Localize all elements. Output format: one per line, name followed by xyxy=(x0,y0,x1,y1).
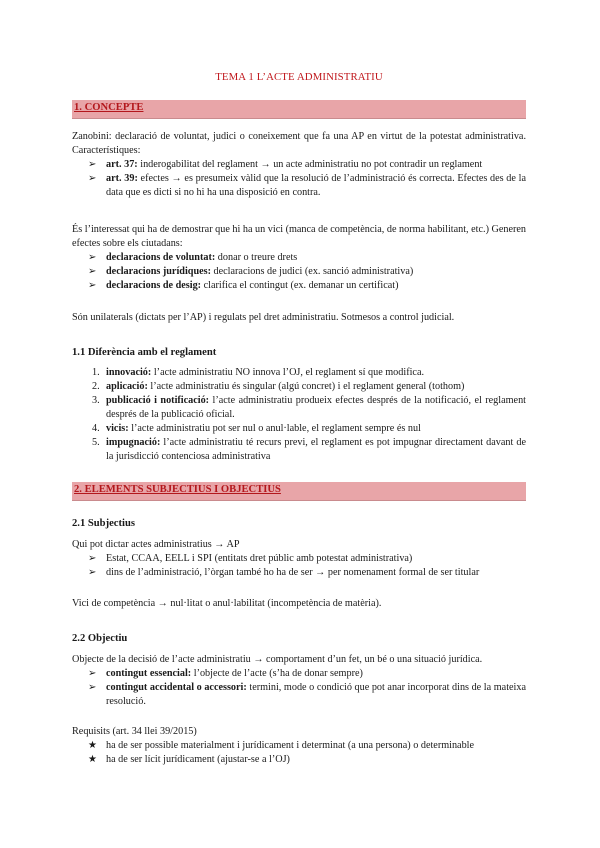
star-bullet-icon: ★ xyxy=(88,754,98,765)
list-item: 4. vicis: l’acte administratiu pot ser nul o anul·lable, el reglament sempre és nul xyxy=(92,423,421,434)
list-item: ★ ha de ser lícit jurídicament (ajustar-se a l’OJ) xyxy=(88,754,290,765)
arrow-bullet-icon: ➢ xyxy=(88,159,97,170)
objective-block xyxy=(72,653,526,709)
requirements-block xyxy=(72,725,526,767)
arrow-bullet-icon: ➢ xyxy=(88,266,97,277)
subjective-block xyxy=(72,538,526,580)
intro-paragraph: Zanobini: declaració de voluntat, judici o coneixement que fa una AP en virtut de la potestat administrativa. Característiques: xyxy=(72,131,526,156)
control-paragraph: Són unilaterals (dictats per l’AP) i regulats pel dret administratiu. Sotmesos a control judicial. xyxy=(72,312,455,323)
list-item: ➢ declaracions de desig: clarifica el contingut (ex. demanar un certificat) xyxy=(88,280,399,291)
effects-paragraph: És l’interessat qui ha de demostrar que hi ha un vici (manca de competència, de norma habilitant, etc.) Generen efectes sobre els ciutadans: xyxy=(72,224,527,249)
competence-vice-paragraph: Vici de competència → nul·litat o anul·labilitat (incompetència de matèria). xyxy=(72,598,382,609)
section-2-header xyxy=(72,482,526,501)
arrow-bullet-icon: ➢ xyxy=(88,668,97,679)
list-item: ➢ dins de l’administració, l’òrgan també ho ha de ser → per nomenament formal de ser titular xyxy=(88,567,480,578)
section-1-intro-block xyxy=(72,130,526,200)
section-1-header xyxy=(72,100,526,119)
section-1-heading: 1. CONCEPTE xyxy=(74,102,144,113)
objective-list xyxy=(72,667,526,709)
arrow-bullet-icon: ➢ xyxy=(88,567,97,578)
subsection-2-1-heading: 2.1 Subjectius xyxy=(72,518,135,529)
list-item: 1. innovació: l’acte administratiu NO innova l’OJ, el reglament sí que modifica. xyxy=(92,367,425,378)
section-2-heading: 2. ELEMENTS SUBJECTIUS I OBJECTIUS xyxy=(74,484,281,495)
subsection-2-2-heading: 2.2 Objectiu xyxy=(72,633,128,644)
objective-intro: Objecte de la decisió de l’acte administratiu → comportament d’un fet, un bé o una situació jurídica. xyxy=(72,654,483,665)
section-1-effects-block xyxy=(72,223,526,293)
arrow-bullet-icon: ➢ xyxy=(88,280,97,291)
declarations-list xyxy=(72,251,526,293)
list-item: ➢ Estat, CCAA, EELL i SPI (entitats dret públic amb potestat administrativa) xyxy=(88,553,413,564)
differences-list xyxy=(72,366,526,464)
list-item: 3. publicació i notificació: l’acte administratiu produeix efectes després de la notificació, el reglament després de la publicació oficial. xyxy=(92,395,526,420)
list-item: ➢ contingut accidental o accessori: termini, mode o condició que pot anar incorporat dins de la mateixa resolució. xyxy=(88,682,526,707)
arrow-bullet-icon: ➢ xyxy=(88,682,97,693)
star-bullet-icon: ★ xyxy=(88,740,98,751)
list-item: 5. impugnació: l’acte administratiu té recurs previ, el reglament es pot impugnar directament davant de la jurisdicció contenciosa administrativa xyxy=(92,437,526,462)
subsection-1-1-heading: 1.1 Diferència amb el reglament xyxy=(72,347,217,358)
arrow-bullet-icon: ➢ xyxy=(88,553,97,564)
list-item: ➢ declaracions de voluntat: donar o treure drets xyxy=(88,252,298,263)
subjective-list xyxy=(72,552,526,580)
arrow-bullet-icon: ➢ xyxy=(88,252,97,263)
list-item: ➢ art. 37: inderogabilitat del reglament → un acte administratiu no pot contradir un reglament xyxy=(88,159,483,170)
differences-block xyxy=(72,366,526,464)
subjective-intro: Qui pot dictar actes administratius → AP xyxy=(72,539,240,550)
document-title: TEMA 1 L’ACTE ADMINISTRATIU xyxy=(215,71,383,83)
list-item: ➢ declaracions jurídiques: declaracions de judici (ex. sanció administrativa) xyxy=(88,266,414,277)
characteristics-list xyxy=(72,158,526,200)
list-item: ★ ha de ser possible materialment i jurídicament i determinat (a una persona) o determinable xyxy=(88,740,475,751)
arrow-bullet-icon: ➢ xyxy=(88,173,97,184)
list-item: ➢ art. 39: efectes → es presumeix vàlid que la resolució de l’administració és correcta. Efectes des de la data que es dicti si no hi ha una disposició en contra. xyxy=(88,173,526,198)
requirements-list xyxy=(72,739,526,767)
list-item: 2. aplicació: l’acte administratiu és singular (algú concret) i el reglament general (tothom) xyxy=(92,381,465,392)
list-item: ➢ contingut essencial: l’objecte de l’acte (s’ha de donar sempre) xyxy=(88,668,363,679)
requirements-intro: Requisits (art. 34 llei 39/2015) xyxy=(72,726,197,737)
